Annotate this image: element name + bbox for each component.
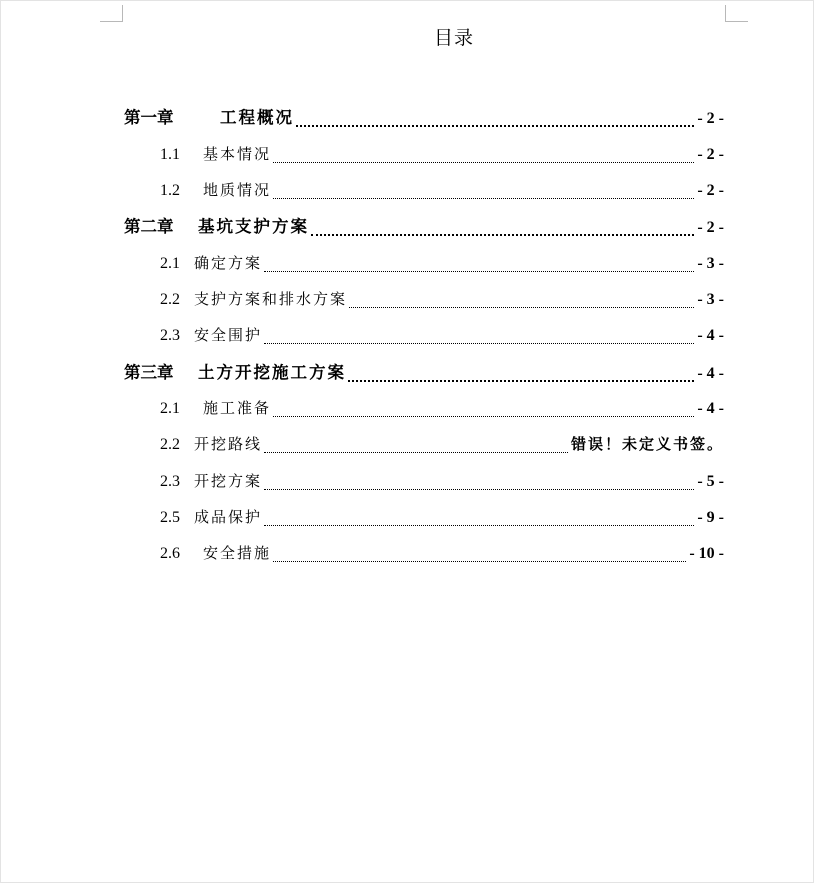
toc-entry-number: 1.1 (160, 146, 180, 163)
toc-entry-label: 支护方案和排水方案 (194, 290, 348, 308)
toc-entry-page: - 3 - (697, 255, 724, 272)
toc-entry-3-5[interactable] (160, 499, 724, 535)
toc-entry-2-1[interactable] (160, 245, 724, 281)
dot-leader (273, 549, 686, 562)
dot-leader (264, 331, 694, 344)
toc-entry-label: 确定方案 (194, 254, 263, 272)
toc-entry-3-6[interactable] (160, 535, 724, 571)
toc-entry-page: - 2 - (697, 219, 724, 236)
toc-entry-number: 第二章 (124, 217, 174, 236)
toc-entry-number: 1.2 (160, 182, 180, 199)
dot-leader (273, 150, 694, 163)
dot-leader (264, 259, 694, 272)
toc-entry-2-2[interactable] (160, 281, 724, 317)
toc-entry-label: 地质情况 (203, 181, 272, 199)
toc-entry-label: 施工准备 (203, 399, 272, 417)
toc-entry-number: 2.2 (160, 436, 180, 453)
toc-entry-number: 2.1 (160, 400, 180, 417)
toc-entry-number: 2.3 (160, 473, 180, 490)
dot-leader (264, 440, 568, 453)
dot-leader (264, 477, 694, 490)
toc-entry-number: 第一章 (124, 108, 174, 127)
toc-entry-label: 基坑支护方案 (198, 217, 309, 236)
margin-corner-top-right (725, 5, 748, 22)
toc-entry-1-1[interactable] (160, 136, 724, 172)
toc-entry-chapter-1[interactable] (124, 100, 724, 136)
toc-entry-number: 2.6 (160, 545, 180, 562)
toc-entry-label: 基本情况 (203, 145, 272, 163)
toc-entry-chapter-2[interactable] (124, 209, 724, 245)
toc-entry-number: 2.5 (160, 509, 180, 526)
toc-entry-number: 2.1 (160, 255, 180, 272)
toc-entry-page: - 2 - (697, 146, 724, 163)
toc-entry-page: - 2 - (697, 110, 724, 127)
toc-entry-page: - 10 - (689, 545, 724, 562)
toc-entry-page: - 4 - (697, 400, 724, 417)
dot-leader (348, 368, 694, 382)
toc-entry-2-3[interactable] (160, 317, 724, 353)
dot-leader (349, 295, 694, 308)
toc-entry-label: 成品保护 (194, 508, 263, 526)
toc-entry-3-1[interactable] (160, 390, 724, 426)
toc-title: 目录 (433, 27, 474, 49)
toc-entry-3-3[interactable] (160, 463, 724, 499)
dot-leader (273, 186, 694, 199)
toc-entry-page: - 9 - (697, 509, 724, 526)
toc-entry-page: - 3 - (697, 291, 724, 308)
toc-entry-1-2[interactable] (160, 172, 724, 208)
toc-entry-label: 安全措施 (203, 544, 272, 562)
toc-entry-number: 第三章 (124, 363, 174, 382)
toc-entry-label: 工程概况 (220, 108, 294, 127)
toc-entry-page: - 5 - (697, 473, 724, 490)
toc-entry-3-2[interactable] (160, 426, 724, 462)
toc-entry-page: - 4 - (697, 327, 724, 344)
toc-entry-chapter-3[interactable] (124, 355, 724, 391)
toc-entry-label: 安全围护 (194, 326, 263, 344)
toc-entry-page: - 4 - (697, 365, 724, 382)
margin-corner-top-left (100, 5, 123, 22)
toc-entry-number: 2.3 (160, 327, 180, 344)
toc-entry-label: 土方开挖施工方案 (198, 363, 346, 382)
toc-entry-label: 开挖路线 (194, 435, 263, 453)
toc-entry-page: - 2 - (697, 182, 724, 199)
dot-leader (264, 513, 694, 526)
dot-leader (296, 113, 694, 127)
dot-leader (273, 404, 694, 417)
toc-entry-page-error: 错误！未定义书签。 (570, 435, 724, 453)
toc-entry-label: 开挖方案 (194, 472, 263, 490)
toc-entry-number: 2.2 (160, 291, 180, 308)
dot-leader (311, 222, 694, 236)
